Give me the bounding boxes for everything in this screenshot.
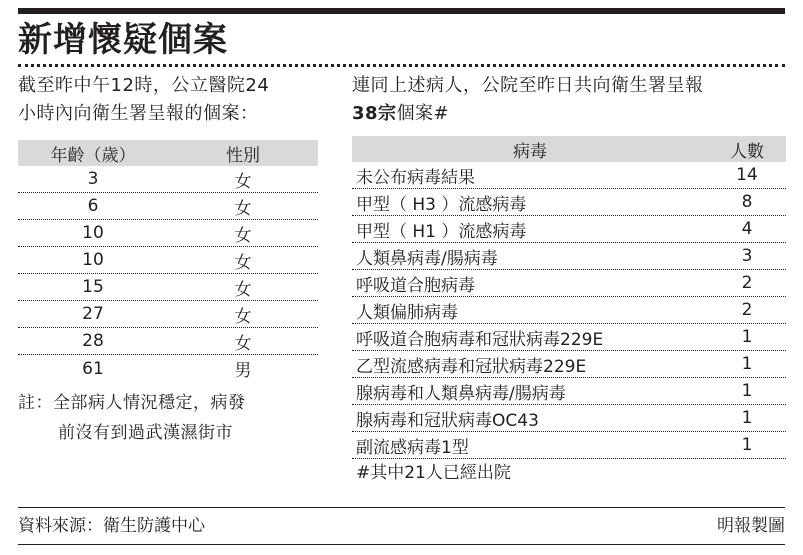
table-row xyxy=(352,324,786,351)
page-title: 新增懷疑個案 xyxy=(18,20,228,60)
table-row xyxy=(352,351,786,378)
table-row xyxy=(352,270,786,297)
sex-cell: 女 xyxy=(234,306,252,327)
table-row xyxy=(18,301,318,328)
count-cell: 1 xyxy=(741,408,753,428)
virus-summary-intro xyxy=(352,72,786,128)
table-row xyxy=(18,220,318,247)
virus-cell: 腺病毒和人類鼻病毒/腸病毒 xyxy=(356,383,566,404)
count-cell: 2 xyxy=(741,273,753,293)
age-column-header: 年齡（歲） xyxy=(50,145,136,166)
bottom-rule xyxy=(18,544,785,545)
new-cases-intro-line2: 小時內向衛生署呈報的個案： xyxy=(18,103,259,124)
age-cell: 15 xyxy=(82,277,104,297)
count-cell: 2 xyxy=(741,300,753,320)
new-cases-intro-line1: 截至昨中午12時，公立醫院24 xyxy=(18,75,270,96)
table-row xyxy=(352,243,786,270)
new-cases-table-header xyxy=(18,140,318,166)
count-cell: 1 xyxy=(741,435,753,455)
age-cell: 28 xyxy=(82,331,104,351)
age-cell: 3 xyxy=(87,169,99,189)
data-source: 資料來源：衛生防護中心 xyxy=(18,516,205,536)
note-line2: 前沒有到過武漢濕街市 xyxy=(58,423,233,443)
age-cell: 27 xyxy=(82,304,104,324)
table-row xyxy=(18,274,318,301)
virus-cell: 人類偏肺病毒 xyxy=(356,302,458,323)
table-row xyxy=(352,297,786,324)
sex-cell: 男 xyxy=(234,361,252,381)
virus-cell: 呼吸道合胞病毒和冠狀病毒229E xyxy=(356,329,604,350)
table-row xyxy=(352,216,786,243)
title-divider xyxy=(18,64,785,67)
table-row xyxy=(18,166,318,193)
count-cell: 1 xyxy=(741,381,753,401)
table-row xyxy=(18,355,318,382)
new-cases-panel xyxy=(18,72,318,448)
table-row xyxy=(18,247,318,274)
virus-cell: 副流感病毒1型 xyxy=(356,437,469,458)
count-cell: 1 xyxy=(741,327,753,347)
new-cases-note xyxy=(18,388,318,448)
sex-cell: 女 xyxy=(234,252,252,273)
virus-intro-rest: 個案# xyxy=(396,103,450,124)
age-cell: 10 xyxy=(82,250,104,270)
age-cell: 61 xyxy=(82,358,104,379)
count-cell: 14 xyxy=(736,165,758,185)
virus-summary-panel xyxy=(352,72,786,487)
count-cell: 3 xyxy=(741,246,753,266)
count-column-header: 人數 xyxy=(730,141,764,162)
sex-cell: 女 xyxy=(234,198,252,219)
virus-cell: 甲型（ H1 ）流感病毒 xyxy=(356,221,527,242)
total-cases-count: 38宗 xyxy=(352,103,397,124)
virus-column-header: 病毒 xyxy=(513,141,547,162)
count-cell: 4 xyxy=(741,219,753,239)
count-cell: 1 xyxy=(741,354,753,374)
table-row xyxy=(18,328,318,355)
virus-cell: 人類鼻病毒/腸病毒 xyxy=(356,248,498,269)
note-line1: 註：全部病人情況穩定，病發 xyxy=(18,393,246,413)
top-rule xyxy=(18,8,785,14)
table-row xyxy=(18,193,318,220)
sex-cell: 女 xyxy=(234,171,252,192)
footer-divider xyxy=(18,507,785,508)
graphic-credit: 明報製圖 xyxy=(717,516,785,536)
table-row xyxy=(352,432,786,459)
sex-cell: 女 xyxy=(234,279,252,300)
virus-intro-line1: 連同上述病人，公院至昨日共向衛生署呈報 xyxy=(352,75,704,96)
virus-cell: 腺病毒和冠狀病毒OC43 xyxy=(356,410,539,431)
virus-cell: 甲型（ H3 ）流感病毒 xyxy=(356,194,527,215)
virus-cell: 呼吸道合胞病毒 xyxy=(356,275,475,296)
virus-cell: 乙型流感病毒和冠狀病毒229E xyxy=(356,356,587,377)
virus-table-body xyxy=(352,162,786,459)
count-cell: 8 xyxy=(741,192,753,212)
sex-cell: 女 xyxy=(234,333,252,354)
table-row xyxy=(352,162,786,189)
age-cell: 10 xyxy=(82,223,104,243)
virus-cell: 未公布病毒結果 xyxy=(356,167,475,188)
discharged-note: #其中21人已經出院 xyxy=(356,463,511,483)
sex-column-header: 性別 xyxy=(226,145,260,166)
table-row xyxy=(352,378,786,405)
age-cell: 6 xyxy=(87,196,99,216)
table-row xyxy=(352,405,786,432)
virus-intro-line2 xyxy=(352,100,786,128)
virus-table-header xyxy=(352,136,786,162)
sex-cell: 女 xyxy=(234,225,252,246)
new-cases-intro xyxy=(18,72,318,128)
table-row xyxy=(352,189,786,216)
new-cases-table-body xyxy=(18,166,318,382)
